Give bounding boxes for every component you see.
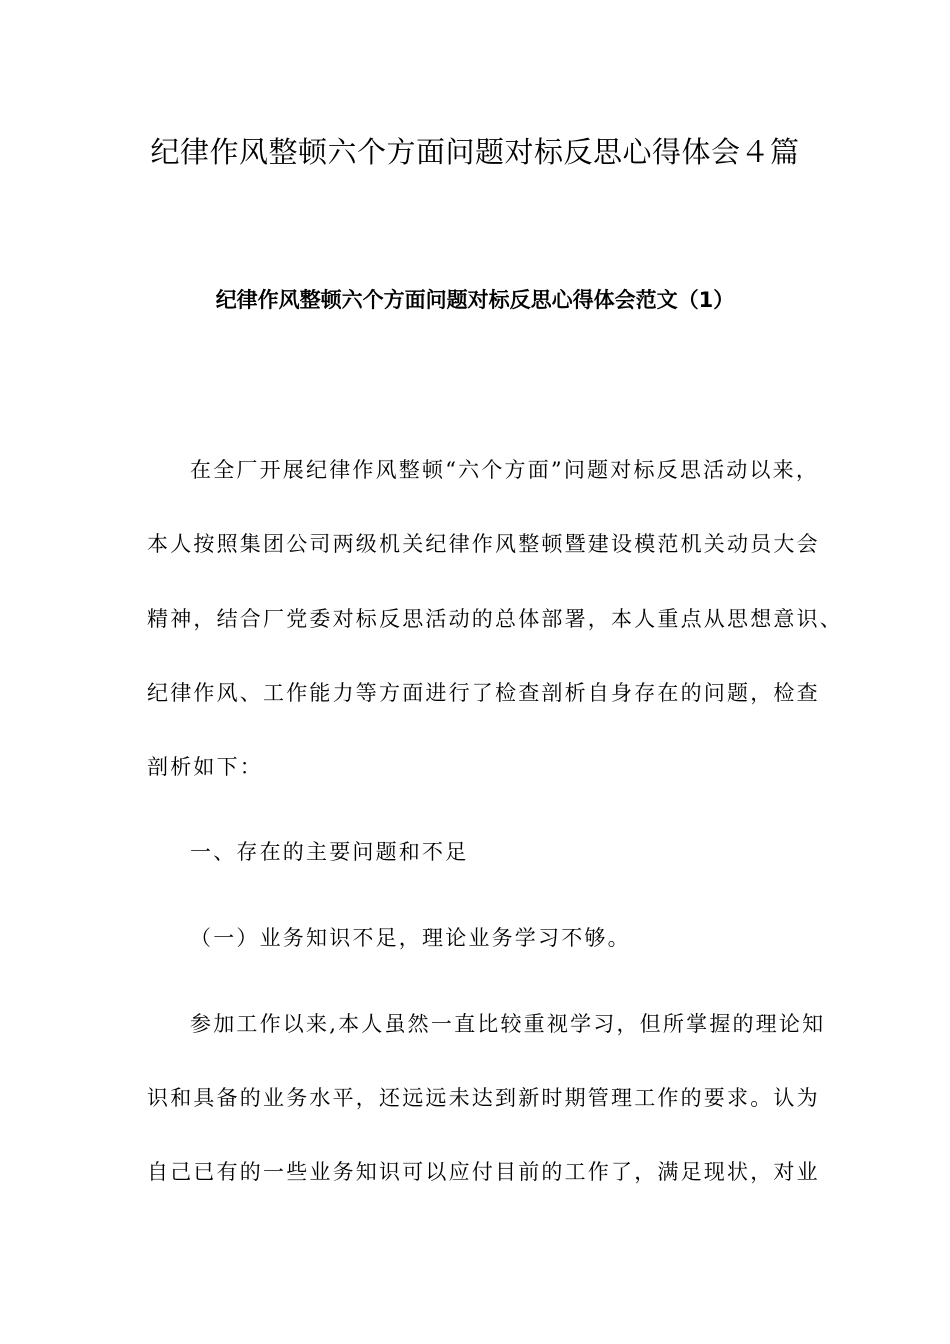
paragraph-line: 自己已有的一些业务知识可以应付目前的工作了，满足现状，对业 xyxy=(147,1160,820,1184)
paragraph-line: 纪律作风、工作能力等方面进行了检查剖析自身存在的问题，检查 xyxy=(147,681,820,705)
section-heading: 一、存在的主要问题和不足 xyxy=(190,840,469,864)
paragraph-line: 本人按照集团公司两级机关纪律作风整顿暨建设模范机关动员大会 xyxy=(147,532,820,556)
paragraph-line: 在全厂开展纪律作风整顿“六个方面”问题对标反思活动以来， xyxy=(190,458,820,482)
paragraph-line: 剖析如下： xyxy=(147,755,263,779)
document-title: 纪律作风整顿六个方面问题对标反思心得体会４篇 xyxy=(150,135,800,169)
subsection-heading: （一）业务知识不足，理论业务学习不够。 xyxy=(190,926,631,950)
paragraph-line: 识和具备的业务水平，还远远未达到新时期管理工作的要求。认为 xyxy=(147,1086,820,1110)
paragraph-line: 参加工作以来,本人虽然一直比较重视学习，但所掌握的理论知 xyxy=(190,1012,826,1036)
paragraph-line: 精神，结合厂党委对标反思活动的总体部署，本人重点从思想意识、 xyxy=(147,607,843,631)
section-subtitle: 纪律作风整顿六个方面问题对标反思心得体会范文（1） xyxy=(215,288,735,312)
